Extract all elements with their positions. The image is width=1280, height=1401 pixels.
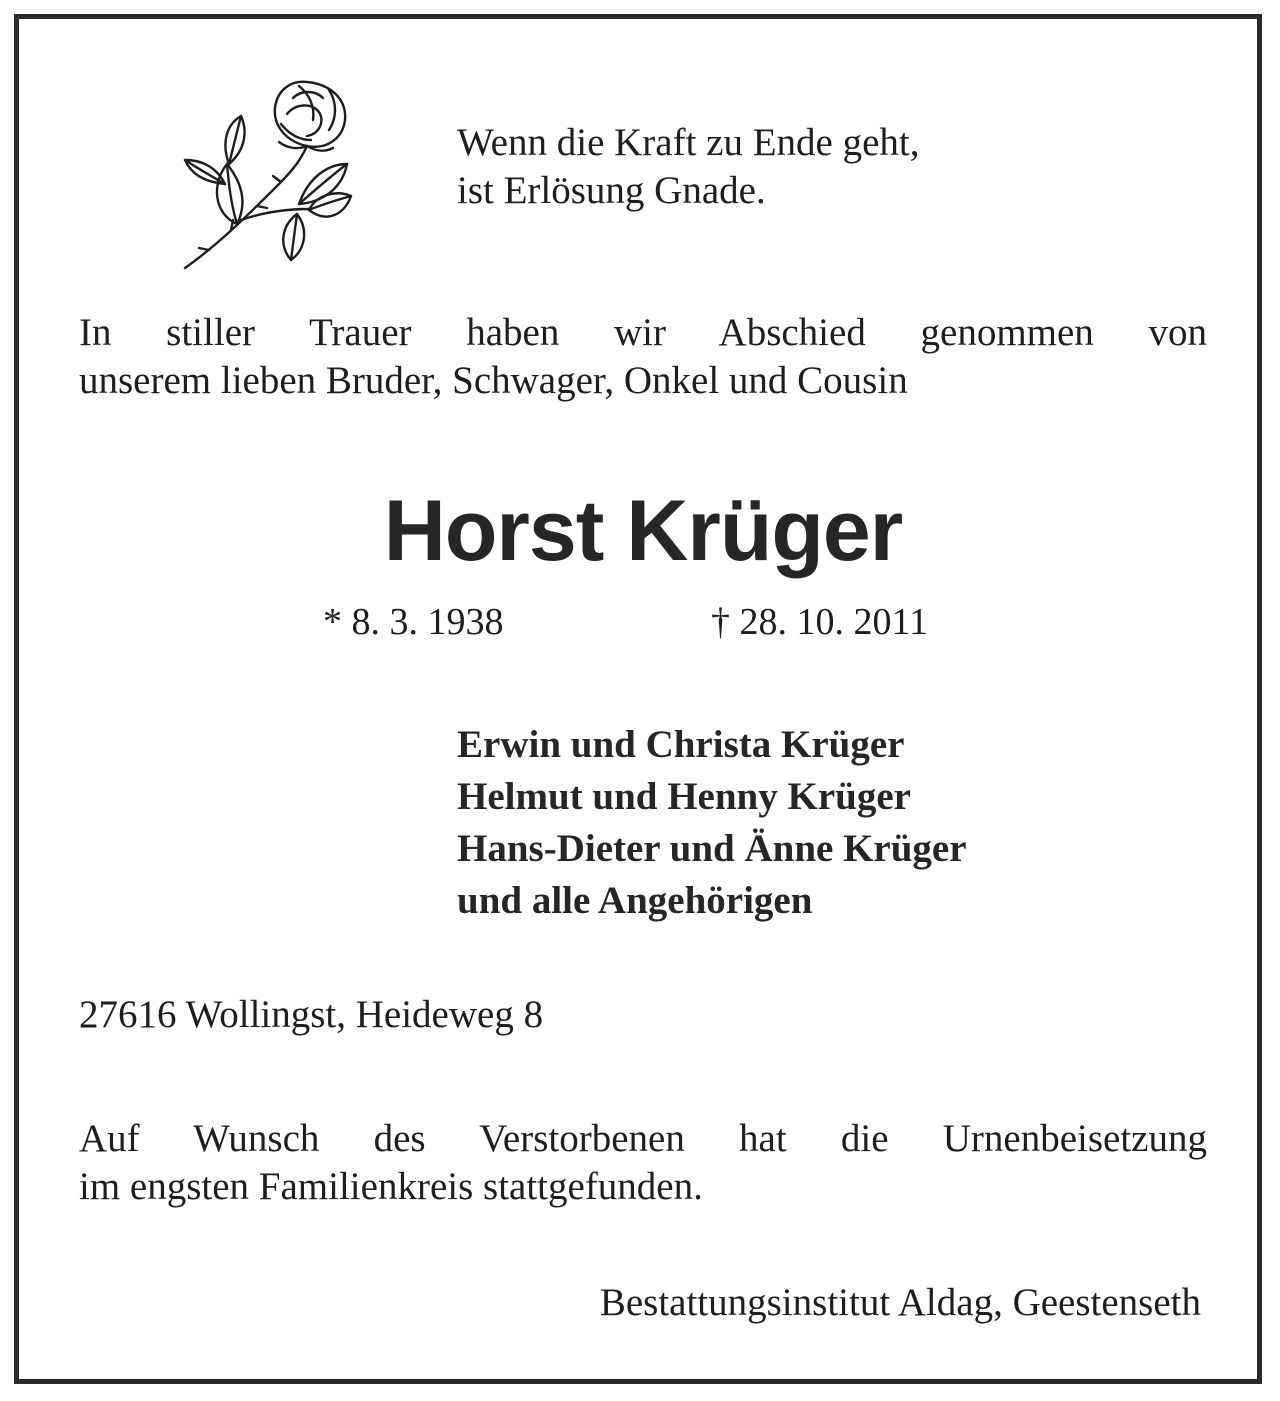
motto-line: ist Erlösung Gnade. — [457, 169, 766, 212]
motto-line: Wenn die Kraft zu Ende geht, — [457, 121, 920, 164]
mourner-line: Erwin und Christa Krüger — [457, 723, 905, 766]
funeral-home: Bestattungsinstitut Aldag, Geestenseth — [599, 1281, 1201, 1324]
intro-text — [79, 309, 1207, 405]
birth-date: * 8. 3. 1938 — [323, 601, 504, 643]
note-line: im engsten Familienkreis stattgefunden. — [79, 1165, 703, 1208]
mourner-line: und alle Angehörigen — [457, 879, 813, 922]
death-date: † 28. 10. 2011 — [711, 601, 929, 643]
intro-line: In stiller Trauer haben wir Abschied genommen von — [79, 311, 1207, 354]
mourners-list — [457, 719, 967, 927]
family-address: 27616 Wollingst, Heideweg 8 — [79, 993, 544, 1036]
motto-verse — [457, 119, 920, 215]
rose-icon — [169, 64, 369, 284]
obituary-notice — [14, 14, 1262, 1384]
intro-line: unserem lieben Bruder, Schwager, Onkel und Cousin — [79, 359, 908, 402]
burial-note — [79, 1115, 1207, 1211]
mourner-line: Helmut und Henny Krüger — [457, 775, 911, 818]
deceased-name: Horst Krüger — [383, 483, 903, 579]
note-line: Auf Wunsch des Verstorbenen hat die Urnenbeisetzung — [79, 1117, 1207, 1160]
mourner-line: Hans-Dieter und Änne Krüger — [457, 827, 967, 870]
